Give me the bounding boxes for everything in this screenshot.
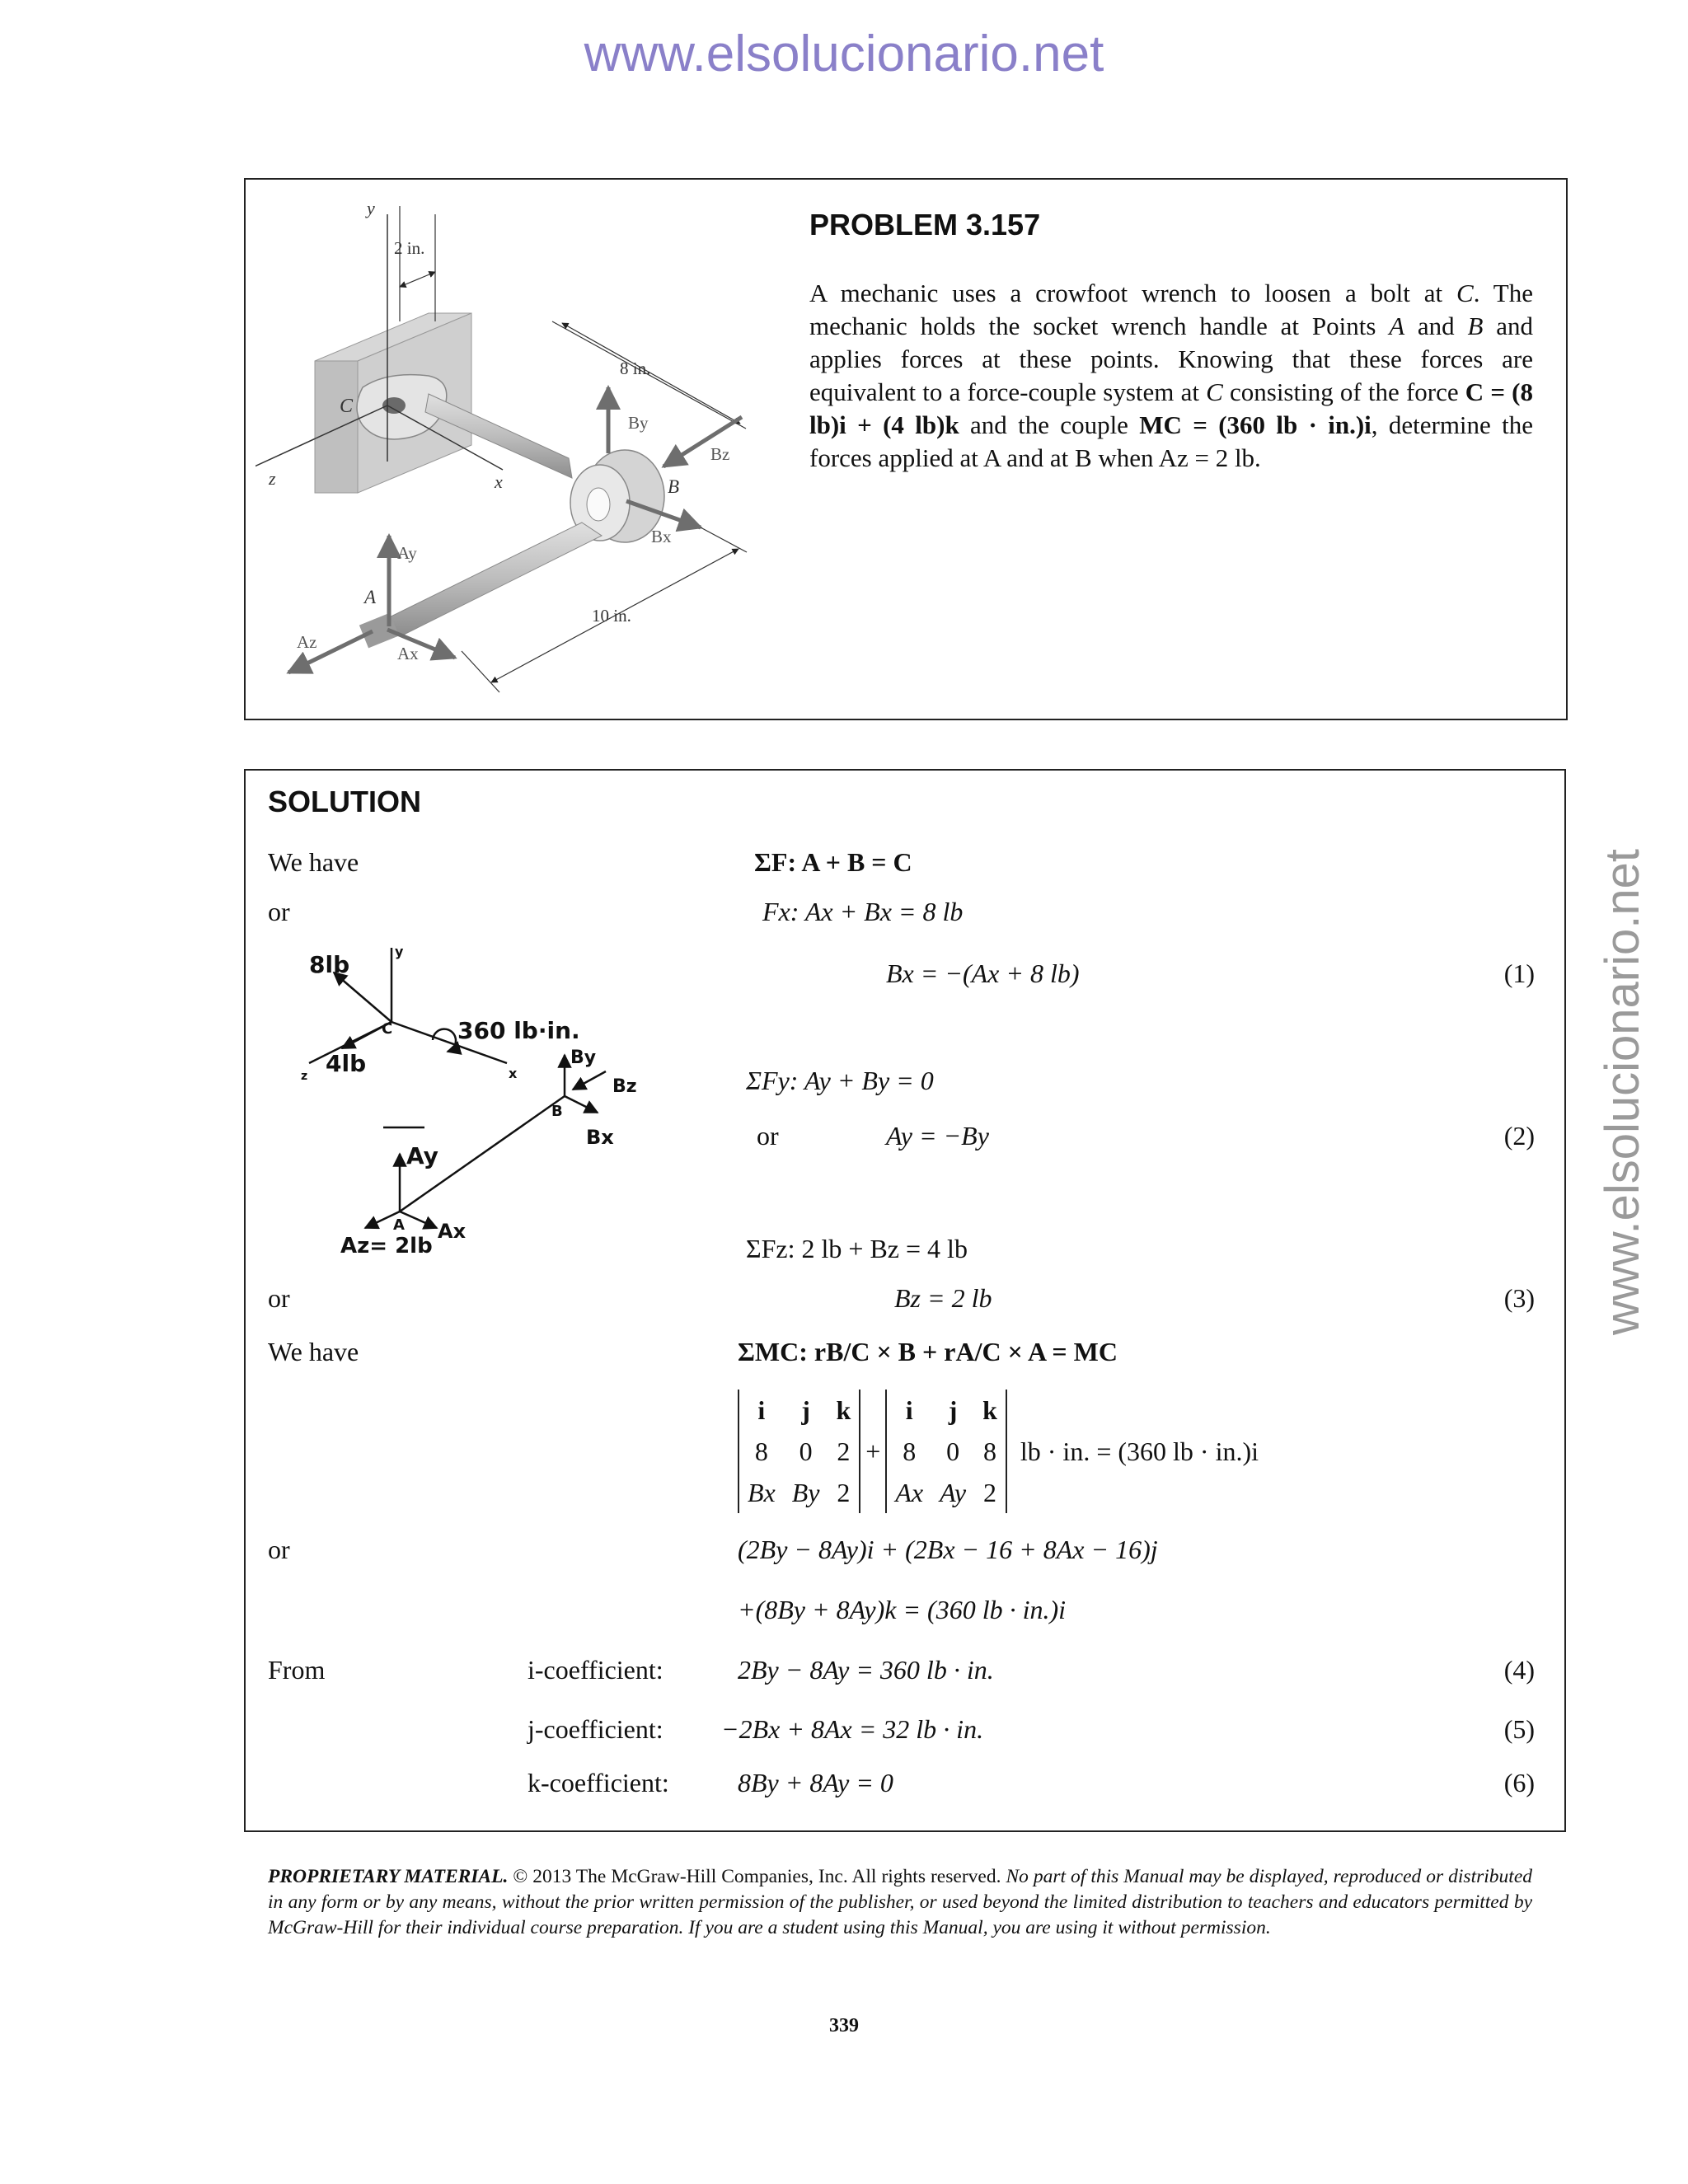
problem-figure — [256, 190, 783, 701]
sketch-Ay: Ay — [406, 1142, 438, 1169]
eq-expand-1: (2By − 8Ay)i + (2Bx − 16 + 8Ax − 16)j — [738, 1535, 1158, 1564]
fig-Bx-label: Bx — [651, 527, 672, 546]
label-we-have-1: We have — [268, 847, 359, 877]
problem-statement — [809, 277, 1533, 475]
det2-cell: 2 — [982, 1477, 996, 1507]
sketch-B: B — [551, 1103, 563, 1120]
det2-cell: i — [905, 1394, 913, 1425]
sketch-Bx: Bx — [586, 1126, 614, 1149]
label-or-3: or — [268, 1283, 290, 1313]
eq-3: Bz = 2 lb — [894, 1283, 992, 1313]
problem-title: PROBLEM 3.157 — [809, 208, 1041, 241]
det1-cell: 2 — [837, 1477, 851, 1507]
fig-Az-label: Az — [297, 632, 317, 652]
sketch-Bz: Bz — [612, 1076, 637, 1097]
det1-cell: k — [836, 1394, 851, 1425]
sketch-x: x — [509, 1066, 518, 1081]
footer-rest: No part of this Manual may be displayed, reproduced or distributed in any form or by any means, without the prior written permission of the publisher, or used beyond the limited distribution to teachers and educators permitted by McGraw-Hill for their individual course preparation. If you are a student using this Manual, you are using it without permission. — [268, 1866, 1532, 1938]
fig-Bz-label: Bz — [710, 444, 730, 464]
statement-part: consisting of the force — [1222, 377, 1465, 406]
fig-x-label: x — [495, 471, 503, 492]
statement-part: and the couple — [959, 410, 1140, 439]
sketch-By: By — [570, 1047, 597, 1068]
sketch-8lb: 8lb — [309, 951, 350, 978]
eq-sum-f: ΣF: A + B = C — [754, 847, 912, 877]
statement-part: and applies forces at these points. Knowing that these forces are equivalent to a force-couple system at — [809, 312, 1533, 406]
eqnum-3: (3) — [1503, 1283, 1535, 1313]
eqnum-4: (4) — [1503, 1655, 1535, 1685]
label-we-have-2: We have — [268, 1337, 359, 1366]
determinant-2 — [885, 1390, 1007, 1513]
det1-cell: By — [791, 1477, 820, 1507]
label-or-4: or — [268, 1535, 290, 1564]
det1-cell: 2 — [837, 1436, 851, 1466]
page-number: 339 — [829, 2015, 859, 2036]
eqnum-5: (5) — [1503, 1714, 1535, 1744]
fig-Ax-label: Ax — [397, 644, 419, 663]
footer-copyright: © 2013 The McGraw-Hill Companies, Inc. All rights reserved. — [508, 1866, 1006, 1887]
sketch-z: z — [301, 1070, 308, 1083]
fig-y-label: y — [367, 198, 375, 218]
fig-C-label: C — [340, 396, 354, 417]
det2-cell: 8 — [982, 1436, 996, 1466]
eq-fy: ΣFy: Ay + By = 0 — [746, 1066, 934, 1095]
det1-cell: Bx — [748, 1477, 776, 1507]
force-expression: C = (8 lb)i + (4 lb)k — [809, 377, 1534, 439]
watermark-top: www.elsolucionario.net — [584, 26, 1104, 82]
condition-expression: Az = 2 lb. — [1158, 443, 1261, 472]
solution-title: SOLUTION — [268, 785, 421, 818]
statement-var: A — [1389, 312, 1405, 340]
fig-dim-10in: 10 in. — [592, 606, 631, 626]
sketch-A: A — [393, 1216, 405, 1234]
det2-cell: Ay — [940, 1477, 967, 1507]
fig-By-label: By — [628, 413, 649, 433]
sketch-moment: 360 lb·in. — [457, 1017, 580, 1044]
eq-fx: Fx: Ax + Bx = 8 lb — [762, 897, 964, 926]
det2-cell: k — [982, 1394, 997, 1425]
footer-lead: PROPRIETARY MATERIAL. — [268, 1866, 509, 1887]
fig-z-label: z — [269, 468, 276, 489]
det1-cell: i — [757, 1394, 766, 1425]
statement-part: and — [1404, 312, 1468, 340]
footer-notice — [268, 1864, 1532, 1941]
statement-var: B — [1467, 312, 1484, 340]
det-rhs: lb · in. = (360 lb · in.)i — [1020, 1436, 1259, 1466]
sketch-Ax: Ax — [438, 1220, 467, 1243]
fig-B-label: B — [668, 476, 680, 497]
det1-cell: 8 — [754, 1436, 768, 1466]
watermark-side-text: www.elsolucionario.net — [1596, 849, 1649, 1335]
label-k-coefficient: k-coefficient: — [528, 1768, 669, 1797]
label-i-coefficient: i-coefficient: — [528, 1655, 663, 1685]
fig-dim-8in: 8 in. — [620, 359, 651, 378]
det1-cell: j — [801, 1394, 810, 1425]
eqnum-1: (1) — [1503, 958, 1535, 988]
det2-cell: Ax — [895, 1477, 924, 1507]
label-or-2: or — [757, 1121, 779, 1151]
eqnum-6: (6) — [1503, 1768, 1535, 1797]
determinant-equation — [738, 1390, 1259, 1513]
det2-cell: 8 — [903, 1436, 917, 1466]
sketch-Az: Az= 2lb — [340, 1234, 433, 1258]
sketch-C: C — [382, 1020, 393, 1038]
label-from: From — [268, 1655, 326, 1685]
det2-cell: j — [948, 1394, 958, 1425]
statement-part: . The mechanic holds the socket wrench handle at Points — [809, 279, 1533, 340]
eq-1: Bx = −(Ax + 8 lb) — [886, 958, 1080, 988]
eq-2: Ay = −By — [886, 1121, 989, 1151]
statement-part: A mechanic uses a crowfoot wrench to loosen a bolt at — [809, 279, 1457, 307]
determinant-1 — [738, 1390, 860, 1513]
sketch-y: y — [395, 944, 404, 959]
statement-part: , determine the forces applied at A and at B when — [809, 410, 1533, 472]
fig-Ay-label: Ay — [397, 543, 417, 563]
couple-expression: MC = (360 lb · in.)i — [1139, 410, 1372, 439]
solution-sketch — [293, 940, 663, 1261]
eq-mc: ΣMC: rB/C × B + rA/C × A = MC — [738, 1337, 1118, 1366]
label-j-coefficient: j-coefficient: — [528, 1714, 663, 1744]
eq-fz: ΣFz: 2 lb + Bz = 4 lb — [746, 1234, 968, 1263]
eqnum-2: (2) — [1503, 1121, 1535, 1151]
sketch-4lb: 4lb — [326, 1050, 367, 1077]
label-or-1: or — [268, 897, 290, 926]
fig-dim-2in: 2 in. — [394, 238, 425, 258]
eq-5: −2Bx + 8Ax = 32 lb · in. — [721, 1714, 984, 1744]
det-plus: + — [865, 1436, 881, 1466]
det1-cell: 0 — [799, 1436, 813, 1466]
eq-expand-2: +(8By + 8Ay)k = (360 lb · in.)i — [738, 1595, 1067, 1624]
det2-cell: 0 — [946, 1436, 960, 1466]
eq-4: 2By − 8Ay = 360 lb · in. — [738, 1655, 994, 1685]
statement-var: C — [1206, 377, 1223, 406]
statement-var: C — [1456, 279, 1474, 307]
eq-6: 8By + 8Ay = 0 — [738, 1768, 893, 1797]
fig-A-label: A — [364, 587, 377, 607]
